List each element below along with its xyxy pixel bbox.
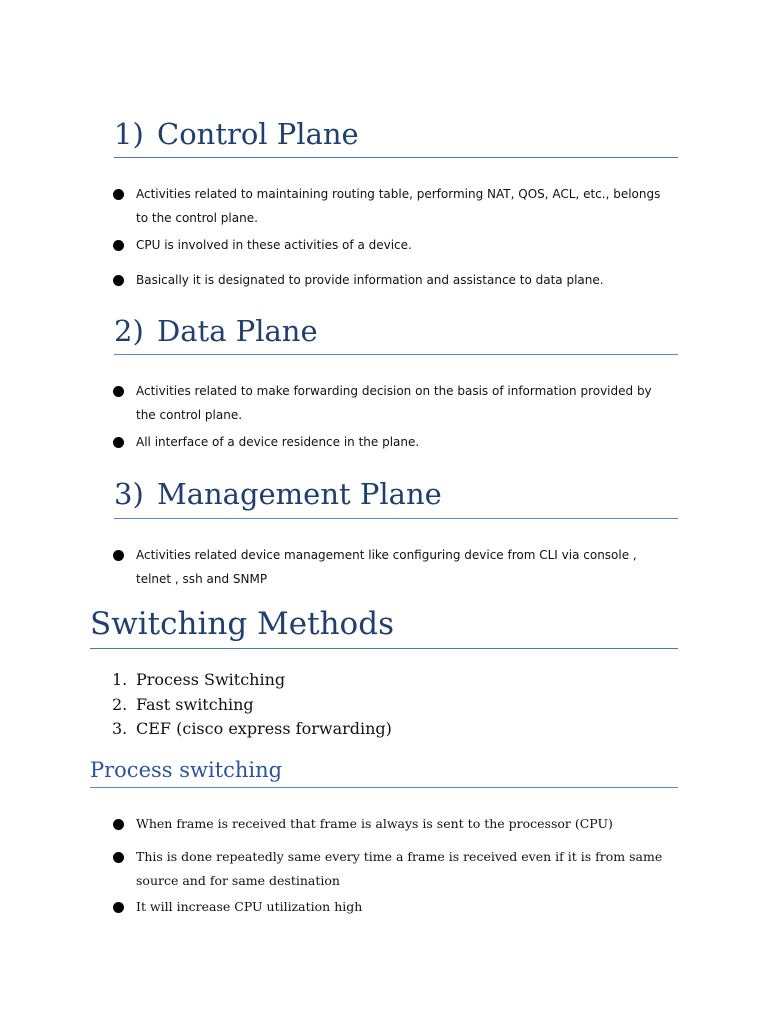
heading-underline xyxy=(114,157,678,158)
data-plane-bullets xyxy=(110,379,670,454)
heading-number: 3) xyxy=(114,477,144,511)
heading-underline xyxy=(90,787,678,788)
heading-underline xyxy=(114,354,678,355)
management-plane-bullets xyxy=(110,543,670,591)
bullet-dot xyxy=(113,902,124,913)
heading-number: 1) xyxy=(114,117,144,151)
list-item: When frame is received that frame is always is sent to the processor (CPU) xyxy=(110,812,670,836)
switching-methods-list xyxy=(112,668,392,742)
heading-data-plane xyxy=(114,314,678,348)
heading-control-plane xyxy=(114,117,678,151)
bullet-dot xyxy=(113,189,124,200)
bullet-dot xyxy=(113,819,124,830)
heading-number: 2) xyxy=(114,314,144,348)
list-item: Activities related device management like configuring device from CLI via console , telnet , ssh and SNMP xyxy=(110,543,670,591)
heading-title: Management Plane xyxy=(157,477,442,511)
heading-title: Data Plane xyxy=(157,314,318,348)
list-item: Basically it is designated to provide information and assistance to data plane. xyxy=(110,268,670,292)
heading-management-plane xyxy=(114,477,678,511)
heading-underline xyxy=(90,648,678,649)
bullet-dot xyxy=(113,437,124,448)
list-item: It will increase CPU utilization high xyxy=(110,895,670,919)
list-item: 2. Fast switching xyxy=(112,694,254,714)
list-item: Activities related to maintaining routing table, performing NAT, QOS, ACL, etc., belongs to the control plane. xyxy=(110,182,670,230)
bullet-dot xyxy=(113,852,124,863)
process-switching-bullets xyxy=(110,812,670,919)
bullet-dot xyxy=(113,550,124,561)
control-plane-bullets xyxy=(110,182,670,292)
bullet-dot xyxy=(113,240,124,251)
list-item: All interface of a device residence in the plane. xyxy=(110,430,670,454)
list-item: 1. Process Switching xyxy=(112,670,286,689)
heading-underline xyxy=(114,518,678,519)
bullet-dot xyxy=(113,386,124,397)
switching-methods-title: Switching Methods xyxy=(90,606,394,642)
list-item: Activities related to make forwarding decision on the basis of information provided by the control plane. xyxy=(110,379,670,427)
bullet-dot xyxy=(113,275,124,286)
heading-title: Control Plane xyxy=(157,117,359,151)
list-item: This is done repeatedly same every time a frame is received even if it is from same source and for same destination xyxy=(110,845,670,893)
list-item: 3. CEF (cisco express forwarding) xyxy=(112,719,392,738)
process-switching-title: Process switching xyxy=(90,758,283,782)
list-item: CPU is involved in these activities of a device. xyxy=(110,233,670,257)
